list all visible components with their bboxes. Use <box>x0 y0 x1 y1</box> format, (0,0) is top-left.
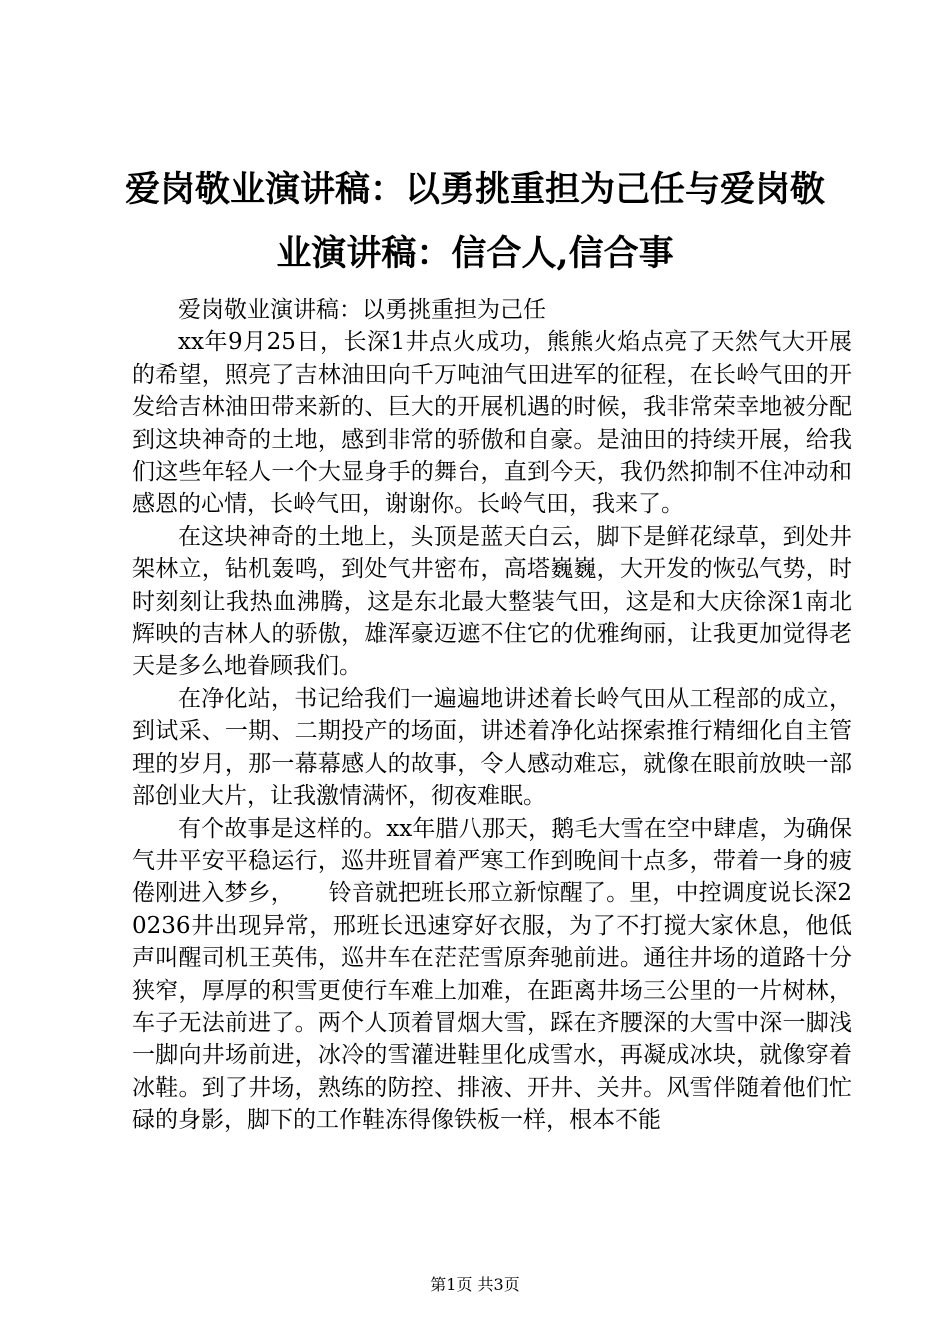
paragraph-subtitle: 爱岗敬业演讲稿：以勇挑重担为己任 <box>178 297 546 323</box>
document-title <box>120 158 830 286</box>
paragraph: 有个故事是这样的。xx年腊八那天，鹅毛大雪在空中肆虐，为确保气井平安平稳运行，巡井班冒着严寒工作到晚间十点多，带着一身的疲倦刚进入梦乡， 铃音就把班长邢立新惊醒了。里，中控调度说长深20236井出现异常，邢班长迅速穿好衣服，为了不打搅大家休息，他低声叫醒司机王英伟，巡井车在茫茫雪原奔驰前进。通往井场的道路十分狭窄，厚厚的积雪更使行车难上加难，在距离井场三公里的一片树林，车子无法前进了。两个人顶着冒烟大雪，踩在齐腰深的大雪中深一脚浅一脚向井场前进，冰冷的雪灌进鞋里化成雪水，再凝成冰块，就像穿着冰鞋。到了井场，熟练的防控、排液、开井、关井。风雪伴随着他们忙碌的身影，脚下的工作鞋冻得像铁板一样，根本不能 <box>132 815 852 1134</box>
paragraph: xx年9月25日，长深1井点火成功，熊熊火焰点亮了天然气大开展的希望，照亮了吉林油田向千万吨油气田进军的征程，在长岭气田的开发给吉林油田带来新的、巨大的开展机遇的时候，我非常荣幸地被分配到这块神奇的土地，感到非常的骄傲和自豪。是油田的持续开展，给我们这些年轻人一个大显身手的舞台，直到今天，我仍然抑制不住冲动和感恩的心情，长岭气田，谢谢你。长岭气田，我来了。 <box>132 329 852 518</box>
page-footer: 第1页 共3页 <box>430 1275 520 1294</box>
title-line-2: 业演讲稿：信合人,信合事 <box>276 233 674 274</box>
document-body <box>132 294 852 1137</box>
paragraph: 在净化站，书记给我们一遍遍地讲述着长岭气田从工程部的成立，到试采、一期、二期投产的场面，讲述着净化站探索推行精细化自主管理的岁月，那一幕幕感人的故事，令人感动难忘，就像在眼前放映一部部创业大片，让我激情满怀，彻夜难眠。 <box>132 685 852 810</box>
title-line-1: 爱岗敬业演讲稿：以勇挑重担为己任与爱岗敬 <box>124 169 825 210</box>
paragraph: 在这块神奇的土地上，头顶是蓝天白云，脚下是鲜花绿草，到处井架林立，钻机轰鸣，到处气井密布，高塔巍巍，大开发的恢弘气势，时时刻刻让我热血沸腾，这是东北最大整装气田，这是和大庆徐深1南北辉映的吉林人的骄傲，雄浑豪迈遮不住它的优雅绚丽，让我更加觉得老天是多么地眷顾我们。 <box>132 523 852 680</box>
